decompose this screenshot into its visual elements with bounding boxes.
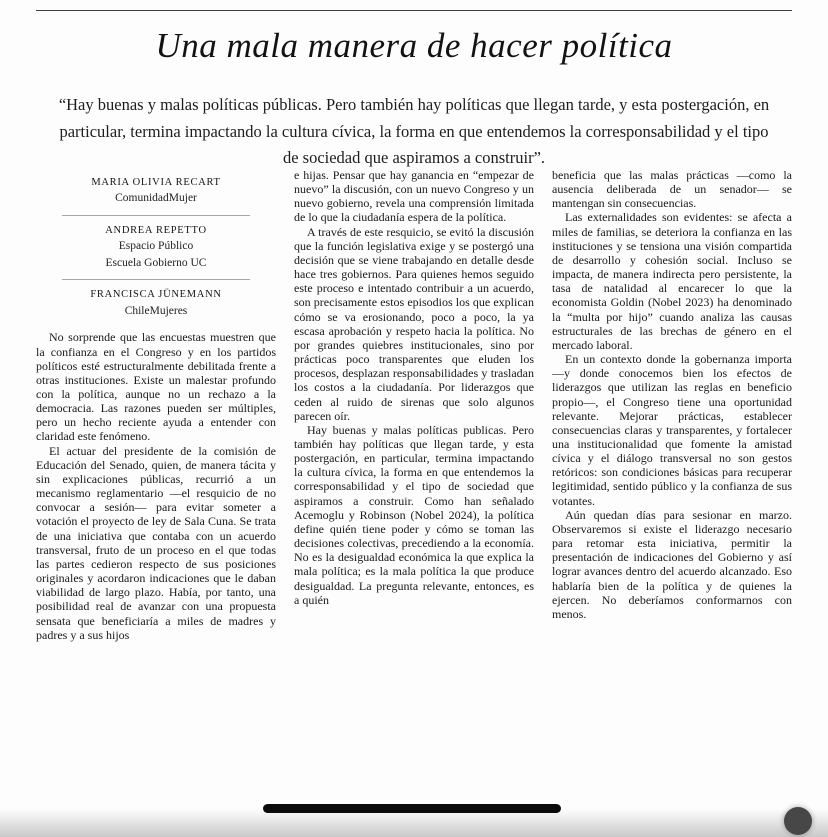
paragraph: Aún quedan días para sesionar en marzo. Observaremos si existe el liderazgo necesario para retomar esta iniciativa, permitir la presentación de indicaciones del Gobierno y así lograr avances dentro del acuerdo alcanzado. Eso hablaría bien de la política y de quienes la ejercen. No deberíamos conformarnos con menos. — [552, 507, 792, 621]
paragraph: No sorprende que las encuestas muestren que la confianza en el Congreso y en los partidos políticos esté estructuralmente debilitada frente a otras instituciones. Existe un malestar profundo con la política, aunque no un rechazo a la democracia. Las razones pueden ser múltiples, pero un hecho reciente ayuda a entender con claridad este fenómeno. — [36, 330, 276, 444]
paragraph: El actuar del presidente de la comisión de Educación del Senado, quien, de manera tácita y sin explicaciones públicas, recurrió a un mecanismo reglamentario —el resquicio de no convocar a sesión— para evitar someter a votación el proyecto de ley de Sala Cuna. Se trata de una iniciativa que contaba con un acuerdo transversal, fruto de un proceso en el que todas las partes cedieron respecto de sus posiciones originales y acordaron indicaciones que le daban viabilidad de largo plazo. Había, por tanto, una posibilidad real de avanzar con una propuesta sensata que beneficiaría a miles de madres y padres y a sus hijos — [36, 443, 276, 642]
article-title: Una mala manera de hacer política — [155, 26, 673, 65]
author-name: MARIA OLIVIA RECART — [91, 177, 221, 188]
author-affiliation: Espacio Público — [118, 240, 194, 253]
bottom-shadow — [0, 809, 828, 837]
author-credits — [42, 177, 270, 318]
pull-quote: “Hay buenas y malas políticas públicas. Pero también hay políticas que llegan tarde, y esta postergación, en particular, termina impactando la cultura cívica, la forma en que entendemos la corresponsabilidad y el tipo de sociedad que aspiramos a construir”. — [58, 95, 770, 168]
author-affiliation: ComunidadMujer — [115, 192, 197, 205]
article-column-3 — [552, 168, 792, 697]
column-1-text — [36, 330, 276, 641]
home-indicator-bar[interactable] — [263, 804, 561, 813]
paragraph: En un contexto donde la gobernanza importa —y donde conocemos bien los efectos de liderazgos que utilizan las reglas en beneficio propio—, el Congreso tiene una oportunidad relevante. Mejorar prácticas, establecer consecuencias claras y transparentes, y fortalecer una institucionalidad que fomente la amistad cívica y el diálogo transversal no son gestos retóricos: son condiciones básicas para recuperar legitimidad, sentido público y la confianza de sus votantes. — [552, 352, 792, 508]
top-rule — [36, 10, 792, 11]
paragraph: beneficia que las malas prácticas —como la ausencia deliberada de un senador— se mantengan sin consecuencias. — [552, 168, 792, 211]
paragraph: e hijas. Pensar que hay ganancia en “empezar de nuevo” la discusión, con un nuevo Congreso y un nuevo gobierno, revela una comprensión limitada de lo que la ciudadanía espera de la política. — [294, 168, 534, 225]
paragraph: A través de este resquicio, se evitó la discusión que la función legislativa exige y se postergó una decisión que se viene trabajando en detalle desde hace tres gobiernos. Para quienes hemos seguido este proceso e intentado contribuir a un acuerdo, son precisamente estos episodios los que explican cómo se va erosionando, poco a poco, la ya escasa aprobación y respeto hacia la política. No por grandes quiebres institucionales, sino por prácticas poco transparentes que eluden los procesos, desplazan responsabilidades y trasladan los costos a la ciudadanía. Por liderazgos que ceden al ruido de sirenas que solo algunos parecen oír. — [294, 224, 534, 423]
paragraph: Las externalidades son evidentes: se afecta a miles de familias, se deteriora la confianza en las instituciones y se tensiona una visión compartida de desarrollo y cohesión social. Incluso se impacta, de manera indirecta pero persistente, la tasa de natalidad al encarecer lo que la economista Goldin (Nobel 2023) ha denominado la “multa por hijo” cuando analiza las causas estructurales de las brechas de género en el mercado laboral. — [552, 210, 792, 352]
article-column-2 — [294, 168, 534, 697]
author-divider — [62, 215, 250, 216]
author-affiliation: Escuela Gobierno UC — [105, 256, 207, 269]
author-affiliation: ChileMujeres — [124, 304, 188, 317]
corner-control-button[interactable] — [784, 807, 812, 835]
author-name: FRANCISCA JÜNEMANN — [90, 289, 222, 301]
article-column-1 — [36, 168, 276, 697]
author-name: ANDREA REPETTO — [105, 224, 207, 236]
author-divider — [62, 279, 250, 280]
article-body — [36, 168, 792, 697]
paragraph: Hay buenas y malas políticas publicas. Pero también hay políticas que llegan tarde, y esta postergación, en particular, termina impactando la cultura cívica, la forma en que entendemos la corresponsabilidad y el tipo de sociedad que aspiramos a construir. Como han señalado Acemoglu y Robinson (Nobel 2024), la política define quién tiene poder y cómo se toman las decisiones colectivas, precediendo a la economía. No es la desigualdad económica la que explica la mala política; es la mala política la que produce desigualdad. La pregunta relevante, entonces, es a quién — [294, 422, 534, 607]
